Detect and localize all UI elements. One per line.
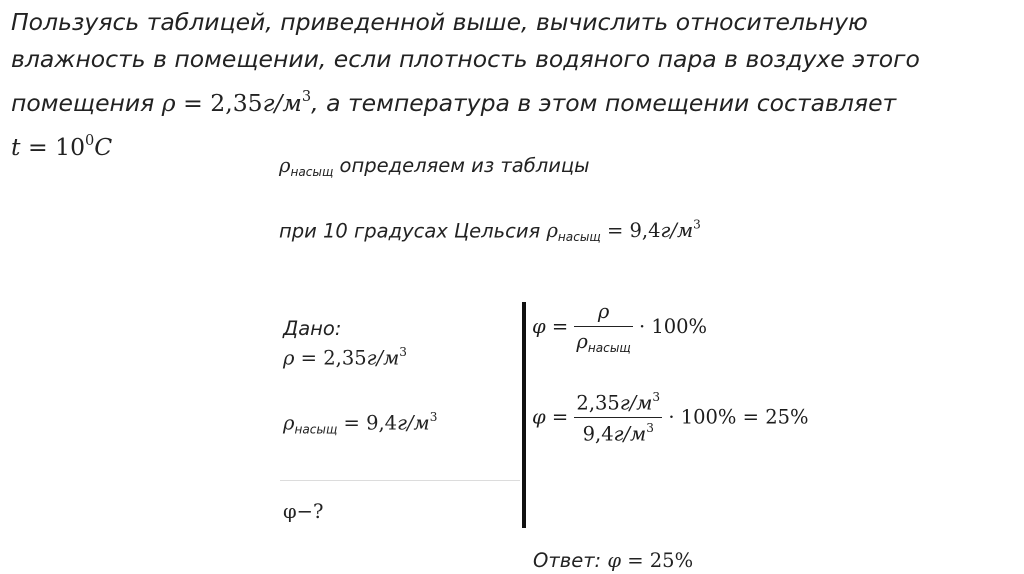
rho-sat-determine-line: $\rho_{насыщ}$ определяем из таблицы [279,154,590,180]
at-10-text: при 10 градусах Цельсия [279,219,541,243]
formula-calculation: φ = $\frac{2,35г/м^3}{9,4г/м^3}$ · 100% = 25% [532,390,809,446]
answer-line: Ответ: φ = 25% [533,549,694,572]
vertical-separator [522,302,526,528]
problem-rho-expression: $\rho = 2,35г/м^3$ [161,88,312,118]
formula-definition: φ = $\frac{\rho}{\rho_{насыщ}}$ · 100% [532,300,708,356]
rho-sat-value-expression: $\rho_{насыщ} = 9,4г/м^3$ [546,218,701,245]
calculation-fraction: $\frac{2,35г/м^3}{9,4г/м^3}$ [576,390,661,446]
answer-label: Ответ: [533,549,602,572]
problem-line-3-text: помещения [11,89,155,118]
problem-line-2: влажность в помещении, если плотность водяного пара в воздухе этого [11,45,920,73]
given-label: Дано: [283,317,342,340]
given-rho-sat: $\rho_{насыщ} = 9,4г/м^3$ [283,410,438,437]
problem-temperature: $t = 10^0C$ [11,132,113,162]
problem-line-1: Пользуясь таблицей, приведенной выше, вычислить относительную [11,8,868,36]
unknown-phi: φ−? [283,500,324,523]
determine-text: определяем из таблицы [339,154,590,177]
problem-line-3-tail: , а температура в этом помещении составляет [311,89,897,118]
given-rho: $\rho = 2,35г/м^3$ [283,345,407,370]
at-10-degrees-line [279,218,701,245]
given-divider [280,480,520,481]
problem-statement [11,4,920,166]
problem-line-3 [11,78,911,122]
formula-fraction: $\frac{\rho}{\rho_{насыщ}}$ [576,300,631,356]
